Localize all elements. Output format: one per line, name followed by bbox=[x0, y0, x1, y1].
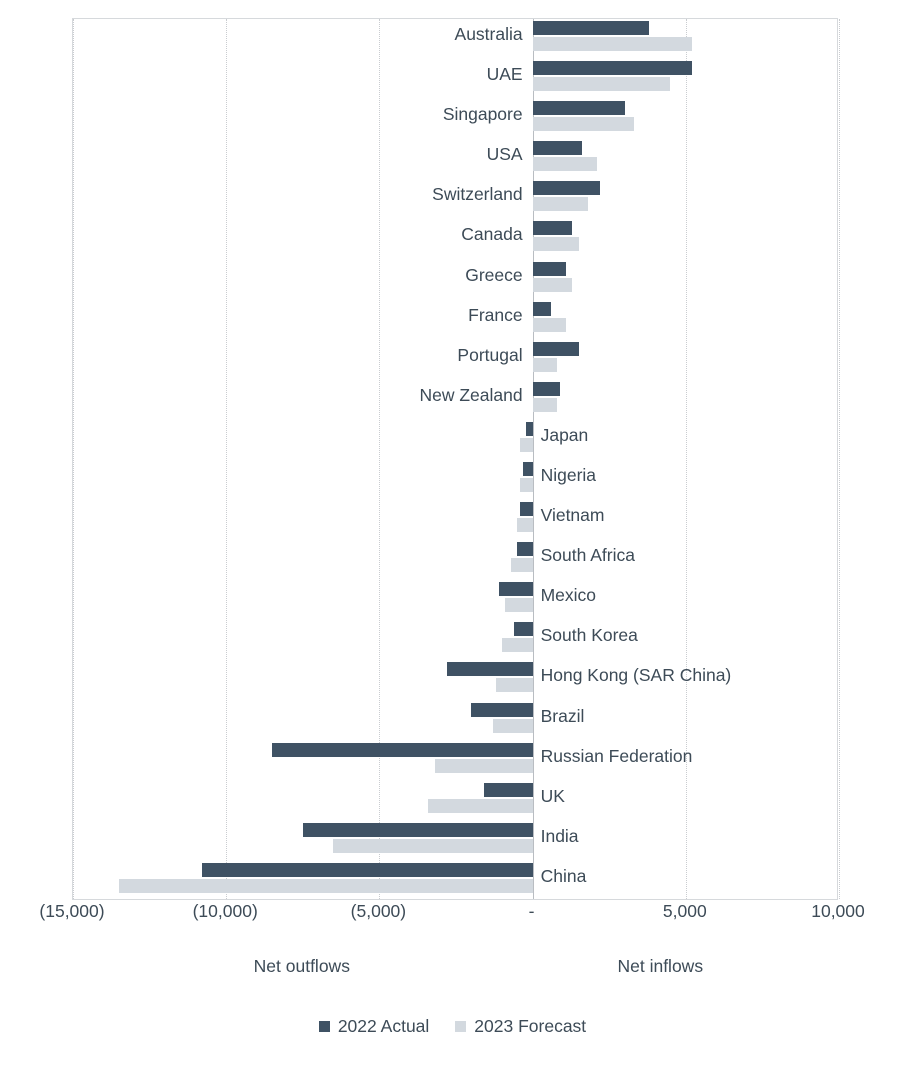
chart-row bbox=[73, 380, 837, 420]
category-label: Australia bbox=[454, 24, 523, 44]
bar-forecast bbox=[533, 197, 588, 211]
chart-row bbox=[73, 219, 837, 259]
category-label: South Korea bbox=[540, 625, 638, 646]
bar-actual bbox=[533, 101, 625, 115]
bar-forecast bbox=[533, 358, 558, 372]
legend-swatch-icon bbox=[455, 1021, 466, 1032]
bar-forecast bbox=[517, 518, 532, 532]
legend-swatch-icon bbox=[319, 1021, 330, 1032]
category-label: Portugal bbox=[457, 344, 523, 365]
bar-actual bbox=[533, 181, 600, 195]
x-tick-label: (10,000) bbox=[192, 901, 258, 921]
bar-actual bbox=[533, 141, 582, 155]
bar-forecast bbox=[520, 438, 532, 452]
net-outflows-label: Net outflows bbox=[253, 956, 350, 976]
chart-row bbox=[73, 340, 837, 380]
legend-label: 2023 Forecast bbox=[474, 1016, 587, 1036]
chart-row bbox=[73, 260, 837, 300]
bar-actual bbox=[526, 422, 532, 436]
chart-row bbox=[73, 861, 837, 901]
bar-forecast bbox=[505, 598, 533, 612]
chart-row bbox=[73, 99, 837, 139]
category-label: Mexico bbox=[540, 585, 597, 606]
category-label: Canada bbox=[461, 224, 523, 245]
bar-forecast bbox=[520, 478, 532, 492]
bar-forecast bbox=[533, 278, 573, 292]
bar-forecast bbox=[428, 799, 532, 813]
chart-row bbox=[73, 179, 837, 219]
bar-forecast bbox=[435, 759, 533, 773]
category-label: Japan bbox=[540, 424, 589, 445]
category-label: Hong Kong (SAR China) bbox=[540, 665, 732, 686]
bar-actual bbox=[533, 221, 573, 235]
bar-actual bbox=[533, 302, 551, 316]
bar-forecast bbox=[119, 879, 533, 893]
bar-forecast bbox=[533, 77, 671, 91]
category-label: Russian Federation bbox=[540, 745, 693, 766]
bar-actual bbox=[499, 582, 533, 596]
category-label: France bbox=[468, 304, 523, 325]
category-label: Vietnam bbox=[540, 505, 605, 526]
chart-row bbox=[73, 460, 837, 500]
bar-forecast bbox=[502, 638, 533, 652]
gridline bbox=[839, 19, 840, 899]
chart-row bbox=[73, 500, 837, 540]
category-label: New Zealand bbox=[419, 384, 523, 405]
category-label: South Africa bbox=[540, 545, 635, 566]
bar-actual bbox=[533, 262, 567, 276]
category-label: UAE bbox=[486, 64, 523, 85]
bar-actual bbox=[447, 662, 533, 676]
x-axis bbox=[0, 901, 905, 927]
chart-row bbox=[73, 19, 837, 59]
bar-actual bbox=[471, 703, 532, 717]
chart-row bbox=[73, 620, 837, 660]
bar-actual bbox=[484, 783, 533, 797]
bar-actual bbox=[533, 382, 561, 396]
chart-row bbox=[73, 701, 837, 741]
chart-row bbox=[73, 821, 837, 861]
bar-actual bbox=[202, 863, 533, 877]
bar-forecast bbox=[333, 839, 532, 853]
chart-row bbox=[73, 300, 837, 340]
legend-item[interactable] bbox=[455, 1016, 586, 1037]
bar-actual bbox=[533, 61, 692, 75]
bar-actual bbox=[533, 342, 579, 356]
chart-row bbox=[73, 59, 837, 99]
bar-forecast bbox=[533, 318, 567, 332]
chart-row bbox=[73, 580, 837, 620]
chart-row bbox=[73, 660, 837, 700]
x-tick-label: 10,000 bbox=[811, 901, 865, 921]
bar-forecast bbox=[533, 37, 692, 51]
legend-label: 2022 Actual bbox=[337, 1016, 430, 1036]
category-label: Greece bbox=[465, 264, 523, 285]
legend-item[interactable] bbox=[319, 1016, 429, 1037]
chart-row bbox=[73, 540, 837, 580]
category-label: India bbox=[540, 825, 579, 846]
bars-layer bbox=[73, 19, 837, 899]
bar-forecast bbox=[493, 719, 533, 733]
category-label: Brazil bbox=[540, 705, 585, 726]
x-tick-label: (15,000) bbox=[39, 901, 105, 921]
category-label: Singapore bbox=[442, 104, 523, 125]
category-label: Nigeria bbox=[540, 465, 597, 485]
bar-actual bbox=[514, 622, 532, 636]
category-label: China bbox=[540, 865, 587, 886]
category-label: UK bbox=[540, 785, 565, 806]
chart-row bbox=[73, 781, 837, 821]
bar-forecast bbox=[533, 157, 597, 171]
bar-actual bbox=[272, 743, 532, 757]
bar-actual bbox=[533, 21, 649, 35]
plot-area bbox=[72, 18, 838, 900]
x-tick-label: 5,000 bbox=[662, 901, 707, 921]
category-label: USA bbox=[486, 144, 523, 165]
bar-actual bbox=[520, 502, 532, 516]
bar-actual bbox=[517, 542, 532, 556]
bar-forecast bbox=[533, 398, 558, 412]
chart-row bbox=[73, 139, 837, 179]
bar-actual bbox=[303, 823, 533, 837]
bar-forecast bbox=[533, 117, 634, 131]
bar-forecast bbox=[496, 678, 533, 692]
x-tick-label: - bbox=[528, 901, 535, 921]
chart-row bbox=[73, 420, 837, 460]
bar-forecast bbox=[511, 558, 532, 572]
net-inflows-label: Net inflows bbox=[617, 956, 704, 976]
chart-legend bbox=[0, 1016, 905, 1037]
x-tick-label: (5,000) bbox=[350, 901, 407, 921]
category-label: Switzerland bbox=[432, 184, 523, 205]
bar-actual bbox=[523, 462, 532, 476]
chart-row bbox=[73, 741, 837, 781]
bar-forecast bbox=[533, 237, 579, 251]
